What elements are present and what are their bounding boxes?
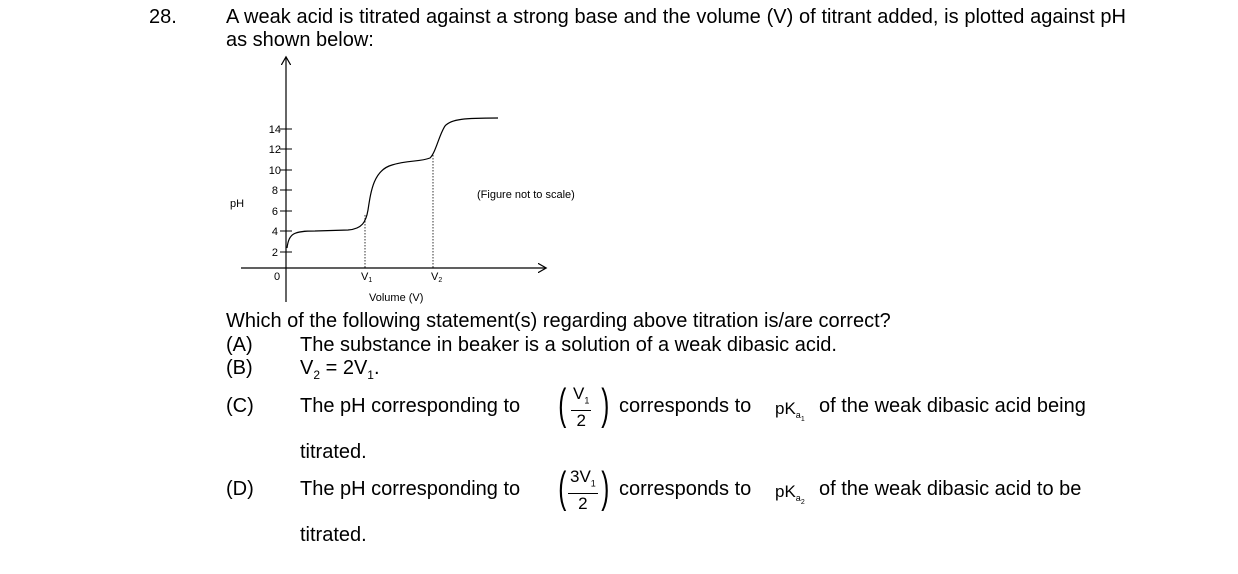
option-d-text-after: corresponds to [619, 478, 752, 500]
option-c-text-end: of the weak dibasic acid being [819, 395, 1086, 417]
right-paren: ) [601, 463, 610, 512]
y-tick-label: 12 [268, 144, 281, 156]
y-tick-label: 14 [268, 124, 281, 136]
titration-curve [287, 118, 498, 248]
option-a-text: The substance in beaker is a solution of a weak dibasic acid. [300, 334, 837, 356]
question-stem: A weak acid is titrated against a strong base and the volume (V) of titrant added, is plotted against pH as shown below: [226, 6, 1126, 51]
origin-label: 0 [274, 271, 281, 283]
y-tick-label: 8 [271, 185, 278, 197]
option-a-letter: (A) [226, 334, 253, 356]
left-paren: ( [558, 463, 567, 512]
option-c-letter: (C) [226, 395, 254, 417]
y-tick-label: 4 [271, 226, 278, 238]
y-axis-label: pH [230, 198, 245, 210]
y-tick-label: 6 [271, 206, 278, 218]
question-prompt: Which of the following statement(s) regarding above titration is/are correct? [226, 310, 891, 332]
y-tick-label: 10 [268, 165, 281, 177]
option-c-fraction: $\frac{V_1}{2}$ [573, 384, 590, 431]
x-tick-label-v1: V1 [361, 271, 373, 284]
option-c-text-before: The pH corresponding to [300, 395, 521, 417]
option-d-text-before: The pH corresponding to [300, 478, 521, 500]
option-b-text: $V_2 = 2V_1$. [300, 357, 380, 382]
option-d-continuation: titrated. [300, 524, 367, 546]
option-d-text-end: of the weak dibasic acid to be [819, 478, 1082, 500]
option-d-fraction: $\frac{3V_1}{2}$ [570, 467, 596, 514]
right-paren: ) [601, 380, 610, 429]
figure-note: (Figure not to scale) [477, 189, 575, 201]
option-d-pka: $pK_{a_2}$ [775, 482, 805, 507]
question-number: 28. [149, 6, 177, 28]
x-axis-label: Volume (V) [369, 292, 424, 304]
x-tick-label-v2: V2 [431, 271, 443, 284]
y-tick-label: 2 [271, 247, 278, 259]
left-paren: ( [558, 380, 567, 429]
option-c-pka: $pK_{a_1}$ [775, 399, 805, 424]
option-d-letter: (D) [226, 478, 254, 500]
option-c-continuation: titrated. [300, 441, 367, 463]
option-b-letter: (B) [226, 357, 253, 379]
option-c-text-after: corresponds to [619, 395, 752, 417]
